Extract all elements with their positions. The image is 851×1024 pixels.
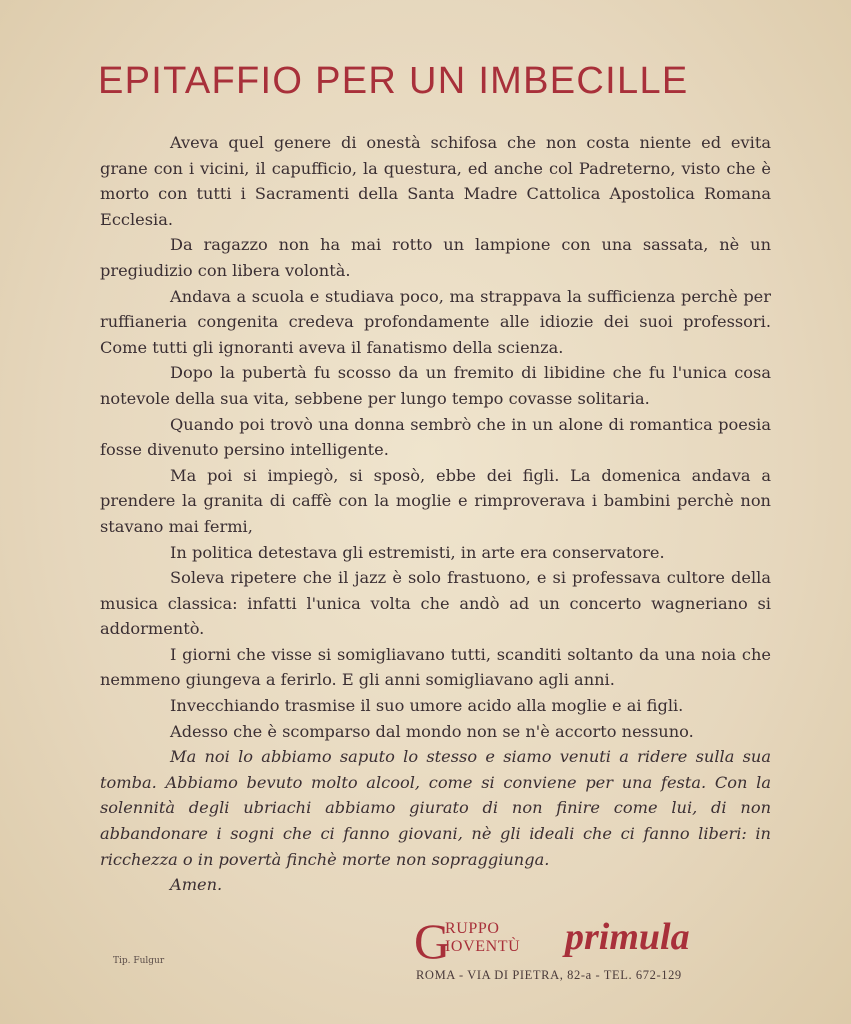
paragraph-1: Aveva quel genere di onestà schifosa che non costa niente ed evita grane con i vicini, il capufficio, la questura, ed anche col Padreterno, visto che è morto con tutti i Sacramenti della Santa Madre Cattolica Apostolica Romana Ecclesia. — [100, 133, 771, 229]
paragraph-11: Adesso che è scomparso dal mondo non se n'è accorto nessuno. — [170, 721, 694, 741]
logo-line-gioventu: IOVENTÙ — [445, 938, 521, 955]
logo-brand-primula: primula — [565, 916, 690, 958]
paragraph-10: Invecchiando trasmise il suo umore acido alla moglie e ai figli. — [170, 696, 684, 716]
closing-paragraph: Ma noi lo abbiamo saputo lo stesso e siamo venuti a ridere sulla sua tomba. Abbiamo bevuto molto alcool, come si conviene per una festa. Con la solennità degli ubriachi abbiamo giurato di non finire come lui, di non abbandonare i sogni che ci fanno giovani, nè gli ideali che ci fanno liberi: in ricchezza o in povertà finchè morte non sopraggiunga. — [100, 747, 771, 869]
logo-initial-letter: G — [414, 913, 451, 969]
paragraph-6: Ma poi si impiegò, si sposò, ebbe dei figli. La domenica andava a prendere la granita di caffè con la moglie e rimproverava i bambini perchè non stavano mai fermi, — [100, 465, 771, 536]
amen-line: Amen. — [170, 875, 223, 895]
contact-address: ROMA - VIA DI PIETRA, 82-a - TEL. 672-129 — [416, 968, 682, 982]
poster-title: EPITAFFIO PER UN IMBECILLE — [98, 60, 689, 102]
paragraph-2: Da ragazzo non ha mai rotto un lampione con una sassata, nè un pregiudizio con libera volontà. — [100, 235, 771, 280]
epitaph-text — [100, 130, 771, 898]
logo-line-gruppo: RUPPO — [445, 920, 500, 937]
paragraph-4: Dopo la pubertà fu scosso da un fremito di libidine che fu l'unica cosa notevole della sua vita, sebbene per lungo tempo covasse solitaria. — [100, 363, 771, 408]
paragraph-5: Quando poi trovò una donna sembrò che in un alone di romantica poesia fosse divenuto persino intelligente. — [100, 414, 771, 460]
paragraph-7: In politica detestava gli estremisti, in arte era conservatore. — [170, 542, 665, 562]
paragraph-9: I giorni che visse si somigliavano tutti, scanditi soltanto da una noia che nemmeno giungeva a ferirlo. E gli anni somigliavano agli anni. — [100, 644, 771, 690]
printer-credit: Tip. Fulgur — [113, 956, 165, 966]
paragraph-3: Andava a scuola e studiava poco, ma strappava la sufficienza perchè per ruffianeria congenita credeva profondamente alle idiozie dei suoi professori. Come tutti gli ignoranti aveva il fanatismo della scienza. — [100, 286, 771, 357]
group-logo — [414, 913, 734, 969]
paragraph-8: Soleva ripetere che il jazz è solo frastuono, e si professava cultore della musica classica: infatti l'unica volta che andò ad un concerto wagneriano si addormentò. — [100, 568, 771, 639]
